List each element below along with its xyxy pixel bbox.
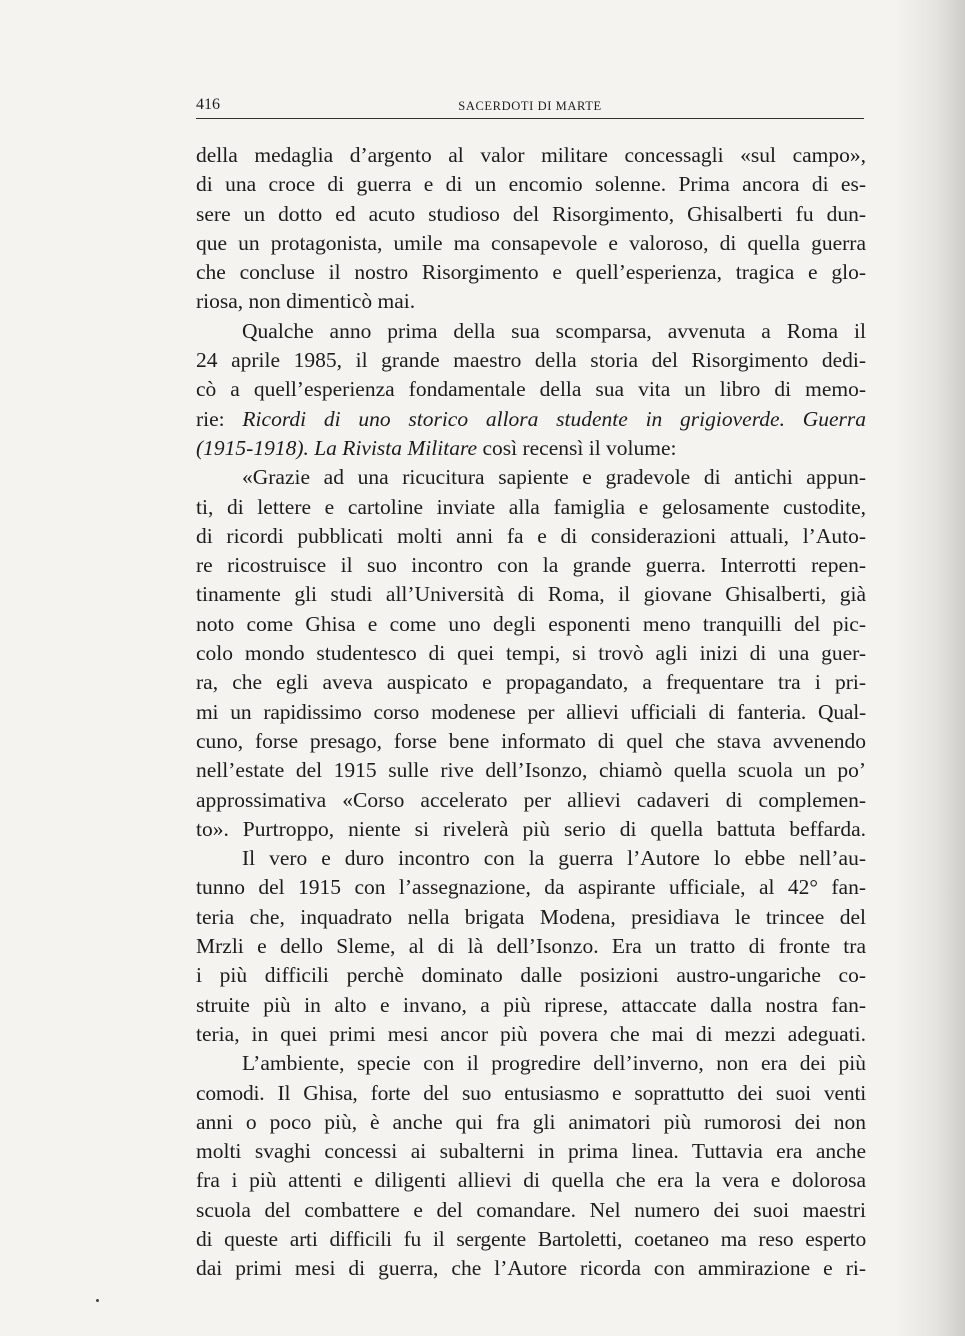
text-line: anni o poco più, è anche qui fra gli animatori più rumorosi dei non <box>196 1109 866 1134</box>
running-header <box>196 96 864 119</box>
text-line: della medaglia d’argento al valor militare concessagli «sul campo», <box>196 143 866 167</box>
text-line: struite più in alto e invano, a più riprese, attaccate dalla nostra fan- <box>196 992 866 1017</box>
text-line: che concluse il nostro Risorgimento e quell’esperienza, tragica e glo- <box>196 260 866 285</box>
text-line: di queste arti difficili fu il sergente Bartoletti, coetaneo ma reso esperto <box>196 1226 866 1251</box>
text-line: scuola del combattere e del comandare. Nel numero dei suoi maestri <box>196 1197 866 1222</box>
text-line: molti svaghi concessi ai subalterni in prima linea. Tuttavia era anche <box>196 1139 866 1164</box>
text-line: Il vero e duro incontro con la guerra l’Autore lo ebbe nell’au- <box>242 846 866 871</box>
text-line: to». Purtroppo, niente si rivelerà più serio di quella battuta beffarda. <box>196 816 866 841</box>
text-line-with-title <box>196 434 866 463</box>
text-line: 24 aprile 1985, il grande maestro della storia del Risorgimento dedi- <box>196 348 866 373</box>
book-title: Ricordi di uno storico allora studente in grigioverde. Guerra <box>242 406 866 431</box>
page-number: 416 <box>196 96 220 113</box>
text-fragment: rie: <box>196 406 243 431</box>
text-line: mi un rapidissimo corso modenese per allievi ufficiali di fanteria. Qual- <box>196 699 866 724</box>
text-line: L’ambiente, specie con il progredire dell’inverno, non era dei più <box>242 1051 866 1076</box>
text-line: colo mondo studentesco di quei tempi, si trovò agli inizi di una guer- <box>196 641 866 666</box>
text-line: sere un dotto ed acuto studioso del Risorgimento, Ghisalberti fu dun- <box>196 201 866 226</box>
text-line: ti, di lettere e cartoline inviate alla famiglia e gelosamente custodite, <box>196 494 866 519</box>
text-line: ra, che egli aveva auspicato e propagandato, a frequentare tra i pri- <box>196 670 866 695</box>
text-line-with-title <box>196 405 866 434</box>
text-line: nell’estate del 1915 sulle rive dell’Isonzo, chiamò quella scuola un po’ <box>196 758 866 783</box>
text-line: Qualche anno prima della sua scomparsa, avvenuta a Roma il <box>242 318 866 343</box>
scan-speck <box>96 1299 99 1302</box>
body-text <box>196 141 866 1284</box>
text-line: comodi. Il Ghisa, forte del suo entusiasmo e soprattutto dei suoi venti <box>196 1080 866 1105</box>
text-line: noto come Ghisa e come uno degli esponenti meno tranquilli del pic- <box>196 611 866 636</box>
text-line: teria che, inquadrato nella brigata Modena, presidiava le trincee del <box>196 904 866 929</box>
text-line: i più difficili perchè dominato dalle posizioni austro-ungariche co- <box>196 963 866 988</box>
text-line: dai primi mesi di guerra, che l’Autore ricorda con ammirazione e ri- <box>196 1256 866 1281</box>
text-line: cò a quell’esperienza fondamentale della sua vita un libro di memo- <box>196 377 866 402</box>
text-line: tunno del 1915 con l’assegnazione, da aspirante ufficiale, al 42° fan- <box>196 875 866 900</box>
text-line: di una croce di guerra e di un encomio solenne. Prima ancora di es- <box>196 172 866 197</box>
text-line: teria, in quei primi mesi ancor più povera che mai di mezzi adeguati. <box>196 1021 866 1046</box>
text-line: «Grazie ad una ricucitura sapiente e gradevole di antichi appun- <box>242 465 866 490</box>
text-fragment: così recensì il volume: <box>477 435 677 460</box>
book-title-continued: (1915-1918). La Rivista Militare <box>196 435 478 460</box>
text-line: di ricordi pubblicati molti anni fa e di considerazioni attuali, l’Auto- <box>196 523 866 548</box>
text-line: Mrzli e dello Sleme, al di là dell’Isonzo. Era un tratto di fronte tra <box>196 934 866 959</box>
text-line: tinamente gli studi all’Università di Roma, il giovane Ghisalberti, già <box>196 582 866 607</box>
text-line: approssimativa «Corso accelerato per allievi cadaveri di complemen- <box>196 787 866 812</box>
page-edge-shadow <box>895 0 965 1336</box>
text-line: fra i più attenti e diligenti allievi di quella che era la vera e dolorosa <box>196 1168 866 1193</box>
text-line: cuno, forse presago, forse bene informato di quel che stava avvenendo <box>196 728 866 753</box>
running-title: SACERDOTI DI MARTE <box>458 99 602 113</box>
text-line: re ricostruisce il suo incontro con la grande guerra. Interrotti repen- <box>196 553 866 578</box>
text-line: riosa, non dimenticò mai. <box>196 289 416 314</box>
text-line: que un protagonista, umile ma consapevole e valoroso, di quella guerra <box>196 230 866 255</box>
